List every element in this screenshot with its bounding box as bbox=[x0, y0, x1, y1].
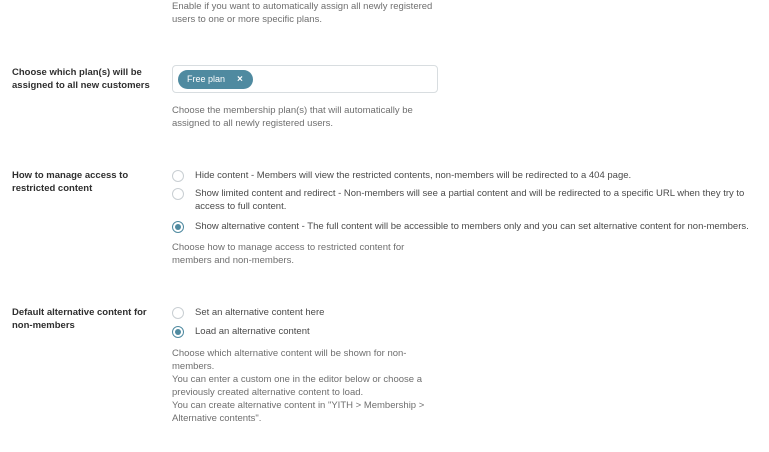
radio-option-set-alt-content[interactable] bbox=[172, 307, 324, 320]
radio-button-selected[interactable] bbox=[172, 221, 184, 233]
radio-option-limited-content[interactable] bbox=[172, 188, 744, 213]
plans-setting-label: Choose which plan(s) will be assigned to all new customers bbox=[12, 67, 150, 91]
radio-button[interactable] bbox=[172, 307, 184, 319]
access-setting-label: How to manage access to restricted content bbox=[12, 170, 129, 194]
radio-label: Show limited content and redirect - Non-members will see a partial content and will be redirected to a specific URL when they try to access to full content. bbox=[195, 188, 745, 212]
access-description: Choose how to manage access to restricted content for members and non-members. bbox=[172, 242, 405, 266]
plan-chip-label: Free plan bbox=[187, 74, 226, 84]
radio-label: Set an alternative content here bbox=[195, 307, 325, 318]
radio-option-alternative-content[interactable] bbox=[172, 221, 749, 234]
radio-button-selected[interactable] bbox=[172, 326, 184, 338]
radio-label: Hide content - Members will view the restricted contents, non-members will be redirected to a 404 page. bbox=[195, 170, 632, 181]
alt-content-setting-label: Default alternative content for non-members bbox=[12, 307, 147, 331]
radio-option-hide-content[interactable] bbox=[172, 170, 631, 183]
radio-option-load-alt-content[interactable] bbox=[172, 326, 310, 339]
plan-chip bbox=[178, 70, 253, 89]
radio-button[interactable] bbox=[172, 188, 184, 200]
plans-description: Choose the membership plan(s) that will automatically be assigned to all newly registered users. bbox=[172, 105, 413, 129]
auto-assign-description bbox=[172, 0, 432, 26]
remove-chip-icon[interactable]: × bbox=[237, 74, 243, 85]
radio-label: Load an alternative content bbox=[195, 326, 310, 337]
description-line: Enable if you want to automatically assign all newly registered bbox=[172, 1, 433, 12]
radio-label: Show alternative content - The full content will be accessible to members only and you can set alternative content for non-members. bbox=[195, 221, 749, 232]
description-line: users to one or more specific plans. bbox=[172, 14, 322, 25]
plans-multiselect[interactable] bbox=[172, 65, 438, 93]
alt-content-description: Choose which alternative content will be shown for non- members. You can enter a custom one in the editor below or choose a previously created alternative content to load. You can create alternative content in "YITH > Membership > Alternative contents". bbox=[172, 348, 425, 424]
radio-button[interactable] bbox=[172, 170, 184, 182]
